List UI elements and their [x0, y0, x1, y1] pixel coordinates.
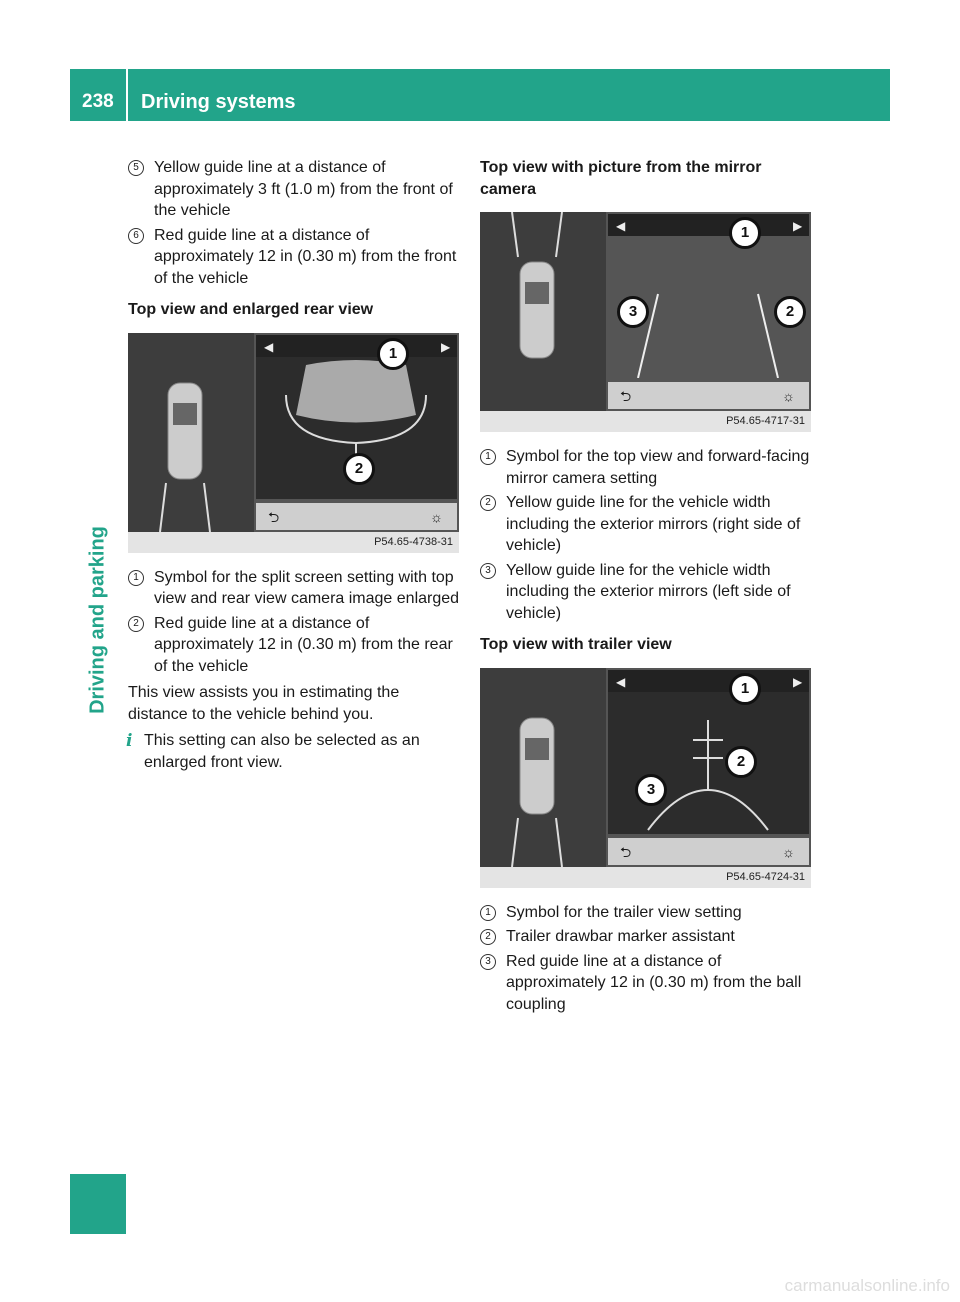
callout-2: 2 — [774, 296, 806, 328]
trailer-camera-view — [608, 670, 809, 834]
header-divider — [126, 69, 128, 121]
item-marker: 2 — [480, 495, 496, 511]
item-marker: 5 — [128, 160, 144, 176]
list-item: 5 Yellow guide line at a distance of approximately 3 ft (1.0 m) from the front of the vehicle — [128, 157, 460, 222]
list-item: 2 Trailer drawbar marker assistant — [480, 926, 814, 948]
item-marker: 1 — [480, 449, 496, 465]
vehicle-top-view — [128, 333, 254, 532]
back-icon: ⮌ — [620, 843, 632, 860]
back-icon: ⮌ — [268, 508, 280, 525]
camera-controls-bar — [256, 503, 457, 530]
callout-1: 1 — [729, 217, 761, 249]
top-view-pane — [480, 212, 606, 411]
list-item: 1 Symbol for the top view and forward-facing mirror camera setting — [480, 446, 814, 489]
list-item: 2 Yellow guide line for the vehicle width including the exterior mirrors (right side of vehicle) — [480, 492, 814, 557]
callout-3: 3 — [635, 774, 667, 806]
callout-2: 2 — [343, 453, 375, 485]
watermark: carmanualsonline.info — [784, 1276, 950, 1295]
item-marker: 2 — [128, 616, 144, 632]
item-marker: 3 — [480, 954, 496, 970]
list-item: 2 Red guide line at a distance of approximately 12 in (0.30 m) from the rear of the vehicle — [128, 613, 460, 678]
svg-text:◀: ◀ — [616, 674, 626, 689]
info-icon: i — [126, 731, 133, 751]
brightness-icon: ☼ — [782, 388, 795, 404]
list-item: 3 Yellow guide line for the vehicle width including the exterior mirrors (left side of vehicle) — [480, 560, 814, 625]
item-marker: 2 — [480, 929, 496, 945]
svg-text:◀: ◀ — [616, 219, 626, 233]
brightness-icon: ☼ — [430, 508, 443, 525]
top-view-pane — [128, 333, 254, 532]
back-icon: ⮌ — [620, 388, 632, 404]
svg-text:◀: ◀ — [264, 339, 274, 354]
list-item: 1 Symbol for the trailer view setting — [480, 902, 814, 924]
info-note: i This setting can also be selected as an enlarged front view. — [126, 731, 420, 771]
top-view-pane — [480, 668, 606, 867]
callout-2: 2 — [725, 746, 757, 778]
trailer-camera-pane — [608, 670, 809, 834]
figure-code: P54.65-4738-31 — [128, 532, 459, 553]
list-item: 6 Red guide line at a distance of approximately 12 in (0.30 m) from the front of the vehicle — [128, 225, 460, 290]
list-item: 3 Red guide line at a distance of approximately 12 in (0.30 m) from the ball coupling — [480, 951, 814, 1016]
figure-code: P54.65-4717-31 — [480, 411, 811, 432]
svg-text:▶: ▶ — [793, 219, 803, 233]
vehicle-top-view — [480, 668, 606, 867]
item-marker: 6 — [128, 228, 144, 244]
sidebar-tab — [70, 1174, 126, 1234]
camera-figure-trailer — [480, 668, 811, 888]
mirror-camera-pane — [608, 214, 809, 378]
section-heading: Top view with picture from the mirror camera — [480, 159, 762, 198]
camera-figure-split — [128, 333, 459, 553]
list-item: 1 Symbol for the split screen setting with top view and rear view camera image enlarged — [128, 567, 460, 610]
body-paragraph: This view assists you in estimating the distance to the vehicle behind you. — [128, 684, 400, 723]
right-column — [480, 157, 814, 1018]
svg-text:▶: ▶ — [793, 674, 803, 689]
section-title: Driving systems — [141, 91, 296, 113]
item-marker: 3 — [480, 563, 496, 579]
page-number: 238 — [82, 91, 114, 112]
item-marker: 1 — [480, 905, 496, 921]
camera-figure-mirror — [480, 212, 811, 432]
callout-1: 1 — [377, 338, 409, 370]
camera-controls-bar — [608, 838, 809, 865]
section-heading: Top view and enlarged rear view — [128, 301, 374, 318]
callout-1: 1 — [729, 673, 761, 705]
rear-camera-pane — [256, 335, 457, 499]
sidebar-label: Driving and parking — [86, 526, 109, 714]
brightness-icon: ☼ — [782, 843, 795, 860]
item-marker: 1 — [128, 570, 144, 586]
vehicle-top-view — [480, 212, 606, 411]
callout-3: 3 — [617, 296, 649, 328]
left-column — [128, 157, 460, 773]
figure-code: P54.65-4724-31 — [480, 867, 811, 888]
section-heading: Top view with trailer view — [480, 636, 672, 653]
camera-controls-bar — [608, 382, 809, 409]
svg-text:▶: ▶ — [441, 339, 451, 354]
